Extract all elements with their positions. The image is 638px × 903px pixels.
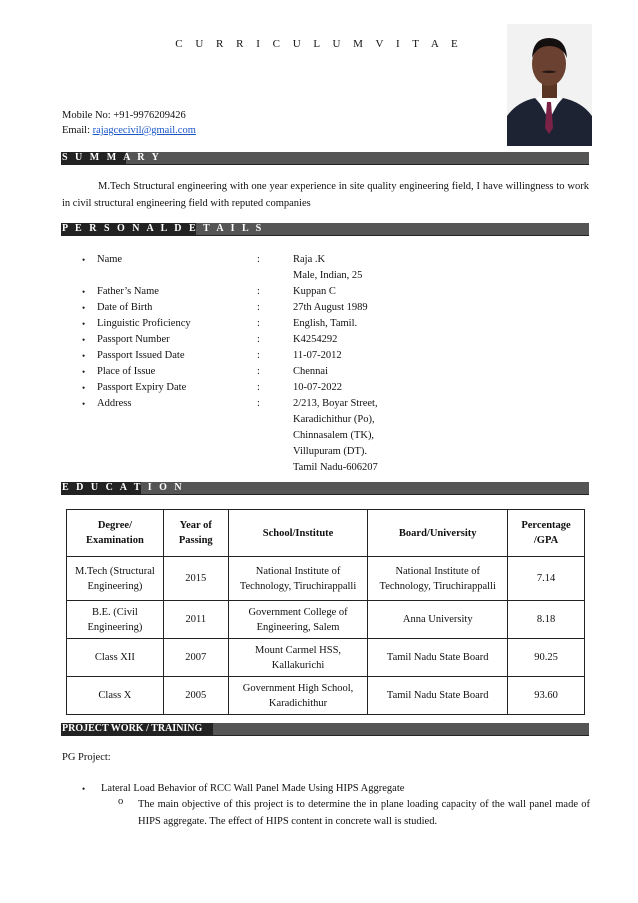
email-label: Email: [62,125,93,136]
address-line [82,444,502,460]
personal-key: Name [97,254,123,265]
personal-key: Passport Number [97,334,170,345]
table-cell: 93.60 [508,677,585,715]
table-cell: 2007 [163,639,228,677]
bullet-icon: • [82,383,86,393]
education-table [66,509,585,715]
personal-key: Passport Issued Date [97,350,185,361]
personal-row-address [82,396,502,412]
colon: : [257,334,260,345]
project-title: Lateral Load Behavior of RCC Wall Panel Made Using HIPS Aggregate [101,783,405,794]
sub-bullet-icon: o [118,796,124,807]
table-cell: Mount Carmel HSS, Kallakurichi [228,639,368,677]
address-line [82,460,502,476]
colon: : [257,382,260,393]
personal-value: Raja .K [293,254,326,265]
colon: : [257,302,260,313]
personal-value: Tamil Nadu-606207 [293,462,378,473]
personal-value: Karadichithur (Po), [293,414,375,425]
personal-heading: P E R S O N A L D E T A I L S [62,223,264,234]
personal-row-place [82,364,502,380]
personal-value: Kuppan C [293,286,336,297]
personal-row-expiry [82,380,502,396]
colon: : [257,366,260,377]
mobile-number: Mobile No: +91-9976209426 [62,110,186,121]
table-cell: Class XII [67,639,164,677]
project-heading: PROJECT WORK / TRAINING [62,723,203,734]
table-header-row [67,510,585,557]
table-row [67,639,585,677]
personal-value: Male, Indian, 25 [293,270,363,281]
profile-photo [507,24,592,146]
table-header: School/Institute [228,510,368,557]
table-cell: National Institute of Technology, Tiruchirappalli [368,557,508,601]
personal-value: K4254292 [293,334,338,345]
personal-row-dob [82,300,502,316]
personal-row-gender [82,268,502,284]
table-header: Year of Passing [163,510,228,557]
colon: : [257,350,260,361]
table-header: Degree/ Examination [67,510,164,557]
pg-project-label: PG Project: [62,752,111,763]
address-line [82,428,502,444]
colon: : [257,398,260,409]
bullet-icon: • [82,351,86,361]
personal-value: 10-07-2022 [293,382,342,393]
table-cell: M.Tech (Structural Engineering) [67,557,164,601]
personal-row-passport [82,332,502,348]
table-cell: 2015 [163,557,228,601]
bullet-icon: • [82,303,86,313]
table-cell: Anna University [368,601,508,639]
colon: : [257,286,260,297]
colon: : [257,254,260,265]
summary-heading: S U M M A R Y [62,152,162,163]
table-row [67,601,585,639]
table-header: Board/University [368,510,508,557]
personal-value: 11-07-2012 [293,350,342,361]
bullet-icon: • [82,399,86,409]
education-heading: E D U C A T I O N [62,482,185,493]
bullet-icon: • [82,335,86,345]
personal-value: English, Tamil. [293,318,358,329]
table-cell: Tamil Nadu State Board [368,639,508,677]
table-header: Percentage /GPA [508,510,585,557]
table-cell: Class X [67,677,164,715]
personal-key: Date of Birth [97,302,153,313]
table-cell: Government High School, Karadichithur [228,677,368,715]
personal-value: Villupuram (DT). [293,446,368,457]
colon: : [257,318,260,329]
personal-row-father [82,284,502,300]
bullet-icon: • [82,287,86,297]
address-line [82,412,502,428]
table-row [67,557,585,601]
personal-value: Chennai [293,366,328,377]
personal-key: Father’s Name [97,286,159,297]
personal-value: Chinnasalem (TK), [293,430,375,441]
table-row [67,677,585,715]
table-cell: 7.14 [508,557,585,601]
bullet-icon: • [82,784,86,794]
table-cell: B.E. (Civil Engineering) [67,601,164,639]
table-cell: National Institute of Technology, Tiruchirappalli [228,557,368,601]
table-cell: 2011 [163,601,228,639]
table-cell: 8.18 [508,601,585,639]
project-detail: The main objective of this project is to determine the in plane loading capacity of the wall panel made of HIPS aggregate. The effect of HIPS content in concrete wall is studied. [138,799,590,827]
personal-row-languages [82,316,502,332]
bullet-icon: • [82,367,86,377]
table-cell: 90.25 [508,639,585,677]
table-cell: Government College of Engineering, Salem [228,601,368,639]
email-link[interactable]: rajagcecivil@gmail.com [92,125,196,136]
personal-key: Address [97,398,132,409]
personal-row-issued [82,348,502,364]
personal-value: 2/213, Boyar Street, [293,398,378,409]
page-title: C U R R I C U L U M V I T A E [175,38,463,50]
summary-text: M.Tech Structural engineering with one year experience in site quality engineering field, I have willingness to work in civil structural engineering field with reputed companies [62,181,589,209]
personal-key: Linguistic Proficiency [97,318,191,329]
table-cell: Tamil Nadu State Board [368,677,508,715]
personal-key: Place of Issue [97,366,156,377]
personal-key: Passport Expiry Date [97,382,187,393]
bullet-icon: • [82,319,86,329]
bullet-icon: • [82,255,86,265]
personal-row-name [82,252,502,268]
email-line [62,125,196,136]
table-cell: 2005 [163,677,228,715]
personal-value: 27th August 1989 [293,302,368,313]
